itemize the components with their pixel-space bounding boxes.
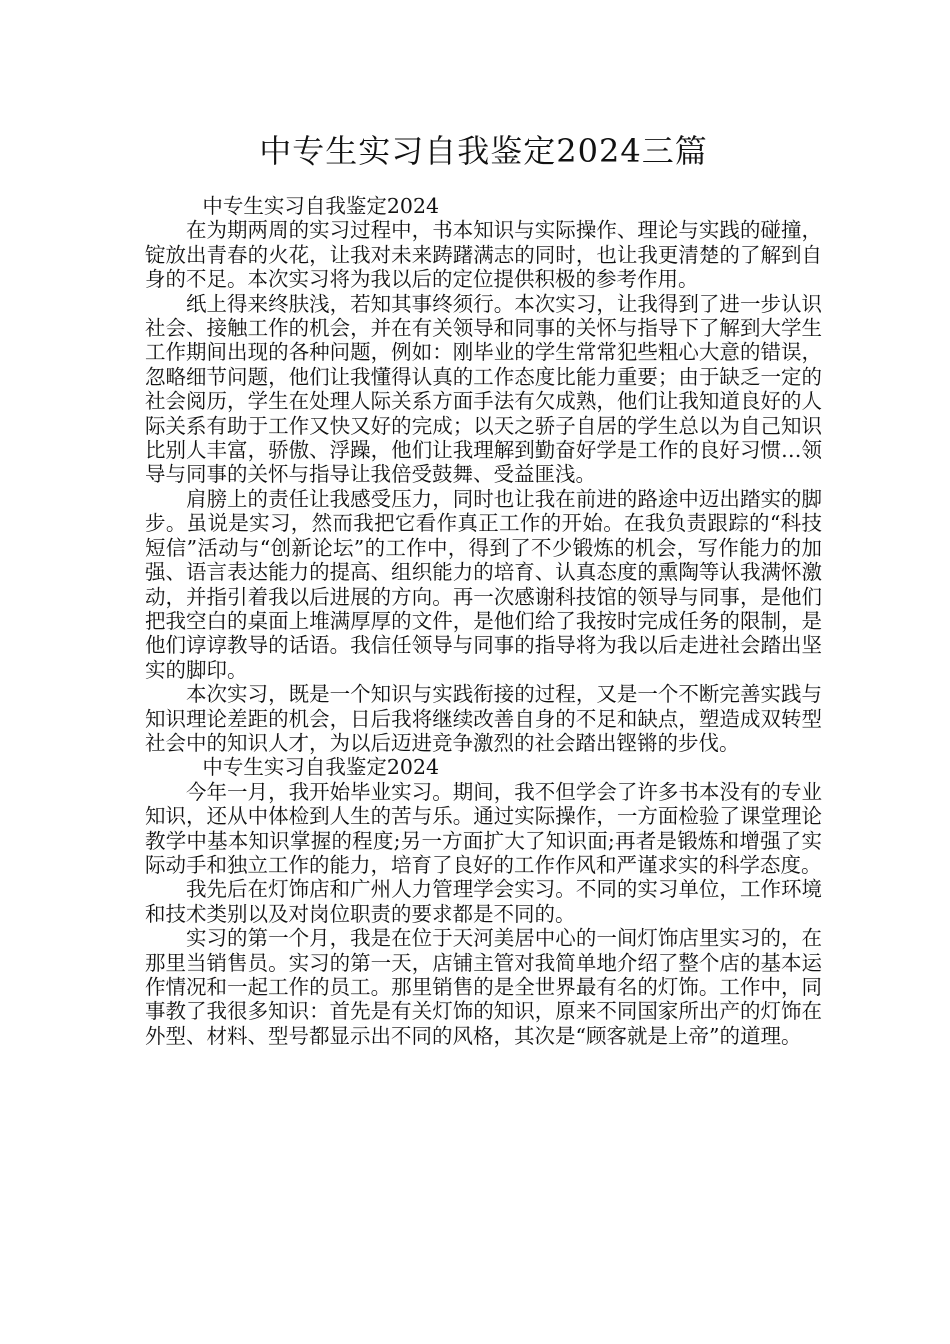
paragraph: 在为期两周的实习过程中，书本知识与实际操作、理论与实践的碰撞，锭放出青春的火花，让我对未来踌躇满志的同时，也让我更清楚的了解到自身的不足。本次实习将为我以后的定位提供积极的参考作用。 [145,218,822,292]
paragraph: 本次实习，既是一个知识与实践衔接的过程，又是一个不断完善实践与知识理论差距的机会，日后我将继续改善自身的不足和缺点，塑造成双转型社会中的知识人才，为以后迈进竞争激烈的社会踏出铿锵的步伐。 [145,682,822,755]
paragraph: 肩膀上的责任让我感受压力，同时也让我在前进的路途中迈出踏实的脚步。虽说是实习，然而我把它看作真正工作的开始。在我负责跟踪的“科技短信”活动与“创新论坛”的工作中，得到了不少锻炼的机会，写作能力的加强、语言表达能力的提高、组织能力的培育、认真态度的熏陶等认我满怀激动，并指引着我以后进展的方向。再一次感谢科技馆的领导与同事，是他们把我空白的桌面上堆满厚厚的文件，是他们给了我按时完成任务的限制，是他们谆谆教导的话语。我信任领导与同事的指导将为我以后走进社会踏出坚实的脚印。 [145,486,822,682]
document-body [145,194,822,1048]
section-heading: 中专生实习自我鉴定2024 [202,755,440,780]
paragraph: 纸上得来终肤浅，若知其事终须行。本次实习，让我得到了进一步认识社会、接触工作的机会，并在有关领导和同事的关怀与指导下了解到大学生工作期间出现的各种问题，例如：刚毕业的学生常常犯些粗心大意的错误，忽略细节问题，他们让我懂得认真的工作态度比能力重要；由于缺乏一定的社会阅历，学生在处理人际关系方面手法有欠成熟，他们让我知道良好的人际关系有助于工作又快又好的完成；以天之骄子自居的学生总以为自己知识比别人丰富，骄傲、浮躁，他们让我理解到勤奋好学是工作的良好习惯…领导与同事的关怀与指导让我倍受鼓舞、受益匪浅。 [145,291,822,487]
paragraph: 今年一月，我开始毕业实习。期间，我不但学会了许多书本没有的专业知识，还从中体检到人生的苦与乐。通过实际操作，一方面检验了课堂理论教学中基本知识掌握的程度;另一方面扩大了知识面;再者是锻炼和增强了实际动手和独立工作的能力，培育了良好的工作作风和严谨求实的科学态度。 [145,779,822,877]
section-heading: 中专生实习自我鉴定2024 [202,194,440,218]
paragraph: 实习的第一个月，我是在位于天河美居中心的一间灯饰店里实习的，在那里当销售员。实习的第一天，店铺主管对我简单地介绍了整个店的基本运作情况和一起工作的员工。那里销售的是全世界最有名的灯饰。工作中，同事教了我很多知识：首先是有关灯饰的知识，原来不同国家所出产的灯饰在外型、材料、型号都显示出不同的风格，其次是“顾客就是上帝”的道理。 [145,926,822,1048]
paragraph: 我先后在灯饰店和广州人力管理学会实习。不同的实习单位，工作环境和技术类别以及对岗位职责的要求都是不同的。 [145,877,822,926]
document-title: 中专生实习自我鉴定2024三篇 [259,132,708,170]
